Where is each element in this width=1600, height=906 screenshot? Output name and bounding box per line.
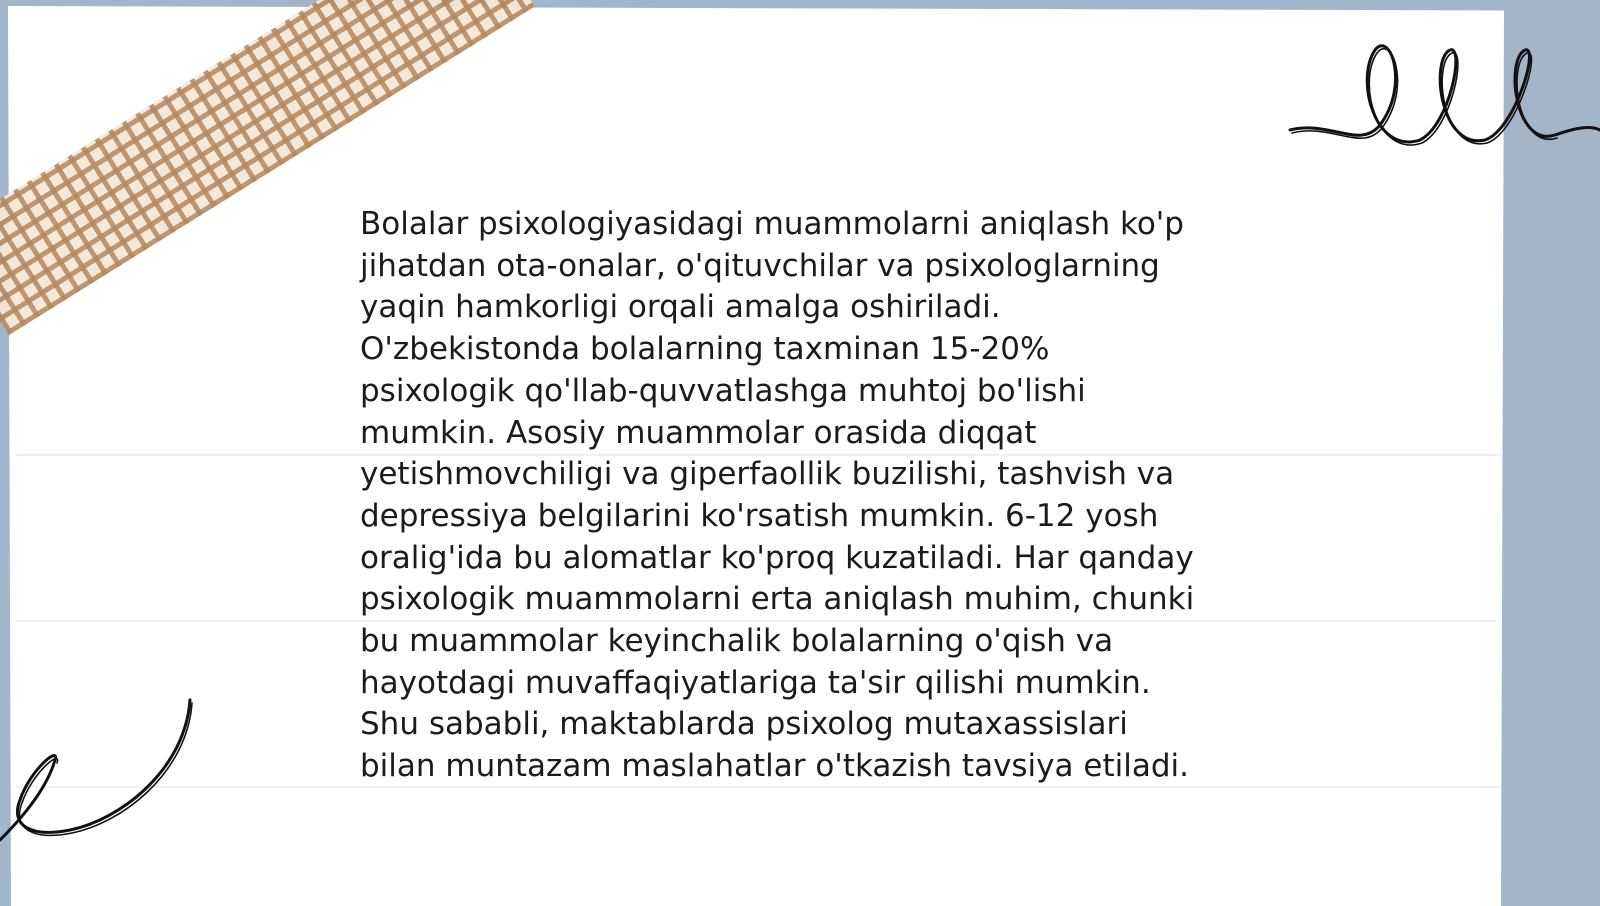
slide-body-text: Bolalar psixologiyasidagi muammolarni aniqlash ko'p jihatdan ota-onalar, o'qituvchilar va psixologlarning yaqin hamkorligi orqali amalga oshiriladi. O'zbekistonda bolalarning taxminan 15-20% psixologik qo'llab-quvvatlashga muhtoj bo'lishi mumkin. Asosiy muammolar orasida diqqat yetishmovchiligi va giperfaollik buzilishi, tashvish va depressiya belgilarini ko'rsatish mumkin. 6-12 yosh oralig'ida bu alomatlar ko'proq kuzatiladi. Har qanday psixologik muammolarni erta aniqlash muhim, chunki bu muammolar keyinchalik bolalarning o'qish va hayotdagi muvaffaqiyatlariga ta'sir qilishi mumkin. Shu sababli, maktablarda psixolog mutaxassislari bilan muntazam maslahatlar o'tkazish tavsiya etiladi. bbox=[360, 206, 1195, 785]
loop-scribble-bottom-left bbox=[0, 700, 200, 850]
loop-scribble-top-right bbox=[1290, 30, 1600, 160]
